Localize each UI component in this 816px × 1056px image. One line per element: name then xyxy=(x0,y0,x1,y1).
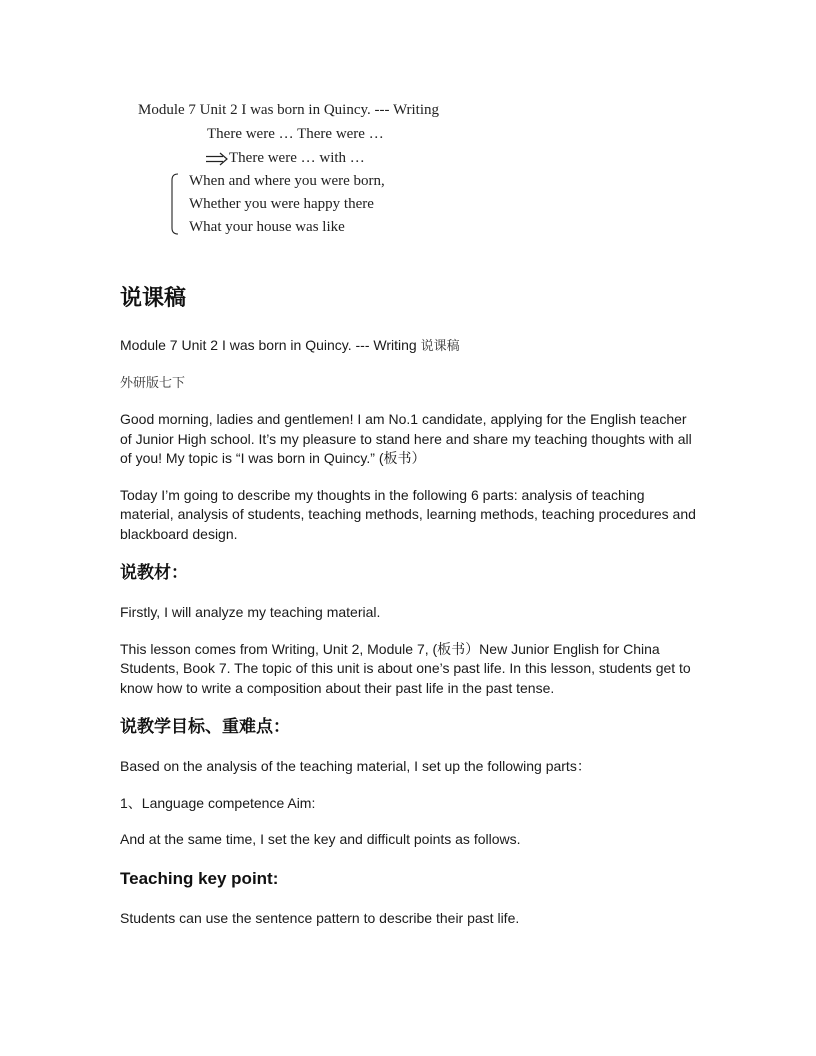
document-body xyxy=(120,284,700,945)
board-line-1: There were … There were … xyxy=(207,126,384,142)
left-bracket-icon xyxy=(168,172,182,236)
edition-label: 外研版七下 xyxy=(120,375,186,391)
aims-paragraph-3: And at the same time, I set the key and difficult points as follows. xyxy=(120,831,521,847)
aims-paragraph-2: 1、Language competence Aim: xyxy=(120,794,316,811)
material-paragraph-1: Firstly, I will analyze my teaching material. xyxy=(120,604,381,620)
intro-paragraph: Good morning, ladies and gentlemen! I am No.1 candidate, applying for the English teacher of Junior High school. It’s my pleasure to stand here and share my teaching thoughts with all of you! My topic is “I was born in Quincy.” (板书） xyxy=(120,411,692,466)
page-title: 说课稿 xyxy=(120,286,187,311)
subtitle-en: Module 7 Unit 2 I was born in Quincy. --- Writing xyxy=(120,337,417,353)
section-heading-aims: 说教学目标、重难点： xyxy=(120,717,290,737)
board-list-item: What your house was like xyxy=(189,219,345,235)
key-point-paragraph: Students can use the sentence pattern to describe their past life. xyxy=(120,909,520,926)
aims-paragraph-1: Based on the analysis of the teaching material, I set up the following parts： xyxy=(120,758,591,774)
section-heading-key-point: Teaching key point: xyxy=(120,868,279,888)
material-paragraph-2: This lesson comes from Writing, Unit 2, Module 7, (板书）New Junior English for China Students, Book 7. The topic of this unit is about one’s past life. In this lesson, students get to know how to write a composition about their past life in the past tense. xyxy=(120,640,691,696)
blackboard-design xyxy=(0,0,816,250)
subtitle-cn: 说课稿 xyxy=(420,339,460,354)
subtitle xyxy=(120,336,700,357)
overview-paragraph: Today I’m going to describe my thoughts in the following 6 parts: analysis of teaching material, analysis of students, teaching methods, learning methods, teaching procedures and blackboard design. xyxy=(120,486,696,542)
board-list-item: Whether you were happy there xyxy=(189,196,374,212)
board-list-item: When and where you were born, xyxy=(189,173,385,189)
section-heading-material: 说教材： xyxy=(120,563,188,583)
board-title: Module 7 Unit 2 I was born in Quincy. --- Writing xyxy=(138,102,440,118)
board-line-2: There were … with … xyxy=(229,150,365,166)
double-arrow-icon xyxy=(205,152,229,166)
